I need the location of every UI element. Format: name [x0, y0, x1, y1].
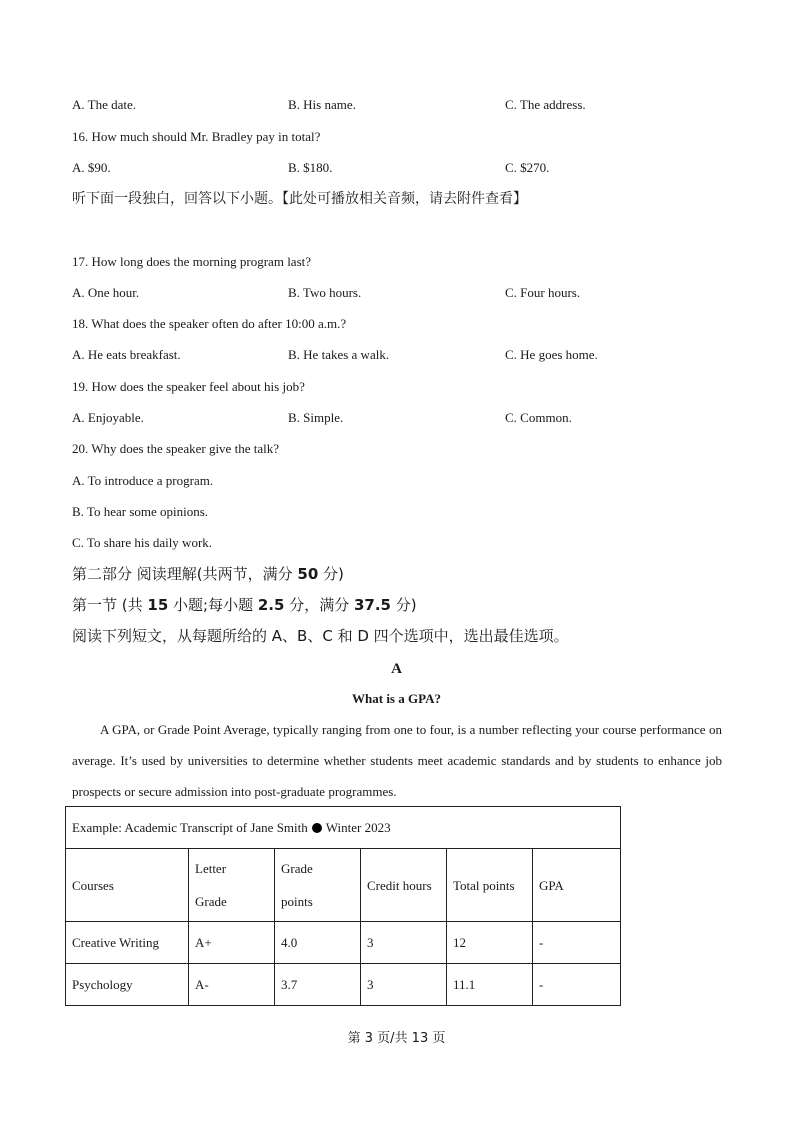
- header-courses: [66, 849, 189, 922]
- header-gpa-text: GPA: [539, 877, 564, 893]
- q18-option-b: B. He takes a walk.: [288, 347, 390, 362]
- section1-count: 15: [147, 596, 169, 614]
- q19-option-b: B. Simple.: [288, 410, 344, 425]
- q16-option-c: C. $270.: [505, 160, 550, 175]
- q16-option-a: A. $90.: [72, 160, 111, 175]
- cell-letter: A-: [189, 964, 275, 1006]
- cell-letter: A+: [189, 922, 275, 964]
- cell-total: 11.1: [447, 964, 533, 1006]
- cell-total: 12: [447, 922, 533, 964]
- q17-option-b: B. Two hours.: [288, 285, 362, 300]
- section1-each: 2.5: [257, 596, 285, 614]
- part2-heading: [72, 565, 344, 583]
- section1-mid2: 分，满分: [284, 596, 354, 614]
- passage-title: What is a GPA?: [352, 691, 441, 706]
- q19-stem: 19. How does the speaker feel about his job?: [72, 379, 305, 394]
- header-total-points: [447, 849, 533, 922]
- q16-stem: 16. How much should Mr. Bradley pay in total?: [72, 129, 321, 144]
- caption-left: Example: Academic Transcript of Jane Smith: [72, 820, 308, 835]
- section1-prefix: 第一节 (共: [72, 596, 148, 614]
- page-footer: 第 3 页/共 13 页: [347, 1031, 446, 1046]
- q15-option-b: B. His name.: [288, 97, 356, 112]
- q19-option-c: C. Common.: [505, 410, 572, 425]
- passage-paragraph: A GPA, or Grade Point Average, typically ranging from one to four, is a number reflecting your course performance on average. It’s used by universities to determine whether students meet academic standards and by students to enhance job prospects or secure admission into post-graduate programmes.: [72, 722, 722, 799]
- monologue-instruction: 听下面一段独白，回答以下小题。【此处可播放相关音频，请去附件查看】: [72, 191, 527, 207]
- section1-total: 37.5: [353, 596, 391, 614]
- section1-suffix: 分): [391, 596, 417, 614]
- q18-option-c: C. He goes home.: [505, 347, 598, 362]
- transcript-table: [65, 806, 621, 1006]
- cell-gpa: -: [533, 922, 621, 964]
- cell-gpa: -: [533, 964, 621, 1006]
- header-grade-line1: Grade: [281, 861, 313, 876]
- header-credit-text: Credit hours: [367, 877, 432, 893]
- q20-option-c: C. To share his daily work.: [72, 535, 213, 550]
- header-letter-grade: [189, 849, 275, 922]
- header-gpa: [533, 849, 621, 922]
- cell-course: Creative Writing: [66, 922, 189, 964]
- table-row: [66, 922, 621, 964]
- table-caption-row: [66, 807, 621, 849]
- section1-heading: [72, 596, 417, 614]
- q16-option-b: B. $180.: [288, 160, 333, 175]
- q18-option-a: A. He eats breakfast.: [72, 347, 181, 362]
- reading-instruction: 阅读下列短文，从每题所给的 A、B、C 和 D 四个选项中，选出最佳选项。: [72, 627, 569, 645]
- bullet-dot-icon: [312, 823, 322, 833]
- q15-option-a: A. The date.: [72, 97, 137, 112]
- header-grade-line2: points: [281, 894, 313, 909]
- q17-option-c: C. Four hours.: [505, 285, 581, 300]
- header-credit-hours: [361, 849, 447, 922]
- cell-credits: 3: [361, 922, 447, 964]
- cell-points: 4.0: [275, 922, 361, 964]
- q17-option-a: A. One hour.: [72, 285, 140, 300]
- header-letter-line1: Letter: [195, 861, 227, 876]
- q19-option-a: A. Enjoyable.: [72, 410, 144, 425]
- q18-stem: 18. What does the speaker often do after 10:00 a.m.?: [72, 316, 347, 331]
- part2-score: 50: [297, 565, 319, 583]
- part2-prefix: 第二部分 阅读理解(共两节，满分: [72, 565, 298, 583]
- cell-credits: 3: [361, 964, 447, 1006]
- header-grade-points: [275, 849, 361, 922]
- section1-mid1: 小题;每小题: [168, 596, 258, 614]
- header-courses-text: Courses: [72, 877, 114, 893]
- q20-option-a: A. To introduce a program.: [72, 473, 214, 488]
- table-row: [66, 964, 621, 1006]
- table-caption: [66, 807, 621, 849]
- table-header-row: [66, 849, 621, 922]
- header-letter-line2: Grade: [195, 894, 227, 909]
- cell-course: Psychology: [66, 964, 189, 1006]
- header-total-text: Total points: [453, 877, 515, 893]
- q15-option-c: C. The address.: [505, 97, 586, 112]
- part2-suffix: 分): [318, 565, 344, 583]
- q17-stem: 17. How long does the morning program last?: [72, 254, 312, 269]
- q20-option-b: B. To hear some opinions.: [72, 504, 209, 519]
- passage-letter: A: [391, 661, 402, 677]
- caption-right: Winter 2023: [325, 820, 391, 835]
- q20-stem: 20. Why does the speaker give the talk?: [72, 441, 279, 456]
- cell-points: 3.7: [275, 964, 361, 1006]
